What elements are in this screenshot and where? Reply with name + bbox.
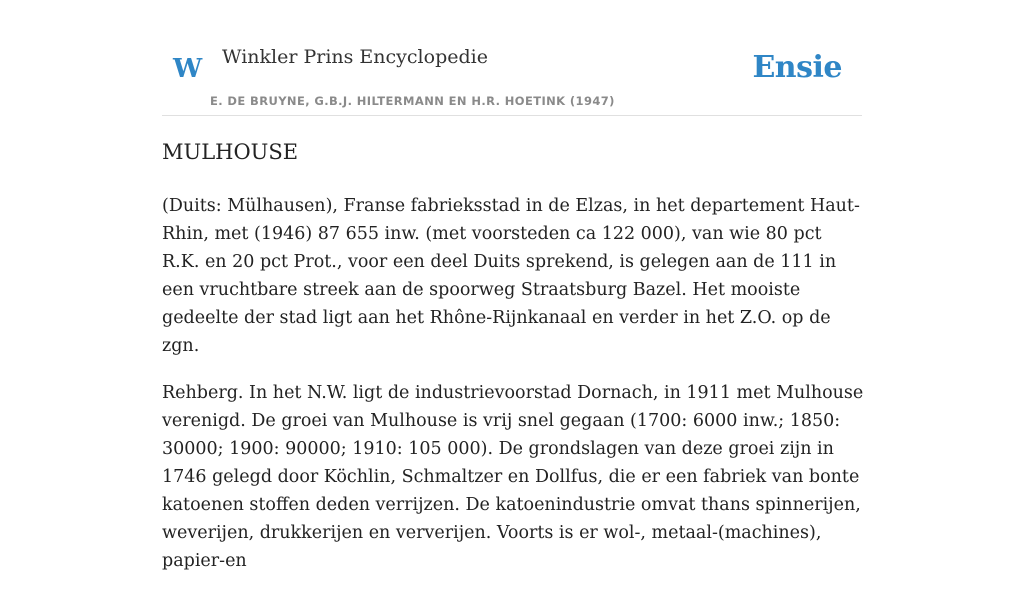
- authors-line: E. DE BRUYNE, G.B.J. HILTERMANN EN H.R. HOETINK (1947): [210, 94, 615, 108]
- article-paragraph: (Duits: Mülhausen), Franse fabrieksstad in de Elzas, in het departement Haut-Rhin, met (1946) 87 655 inw. (met voorsteden ca 122 000), van wie 80 pct R.K. en 20 pct Prot., voor een deel Duits sprekend, is gelegen aan de 111 in een vruchtbare streek aan de spoorweg Straatsburg Bazel. Het mooiste gedeelte der stad ligt aan het Rhône-Rijnkanaal en verder in het Z.O. op de zgn.: [162, 196, 860, 356]
- site-header: [162, 30, 862, 116]
- ensie-logo[interactable]: Ensie: [752, 50, 842, 85]
- site-title[interactable]: Winkler Prins Encyclopedie: [222, 46, 488, 68]
- article-title: MULHOUSE: [162, 140, 299, 164]
- article-paragraph: Rehberg. In het N.W. ligt de industrievoorstad Dornach, in 1911 met Mulhouse verenigd. De groei van Mulhouse is vrij snel gegaan (1700: 6000 inw.; 1850: 30000; 1900: 90000; 1910: 105 000). De grondslagen van deze groei zijn in 1746 gelegd door Köchlin, Schmaltzer en Dollfus, die er een fabriek van bonte katoenen stoffen deden verrijzen. De katoenindustrie omvat thans spinnerijen, weverijen, drukkerijen en ververijen. Voorts is er wol-, metaal-(machines), papier-en: [162, 383, 864, 571]
- winkler-prins-logo[interactable]: W: [173, 54, 203, 84]
- article-body: [162, 192, 864, 594]
